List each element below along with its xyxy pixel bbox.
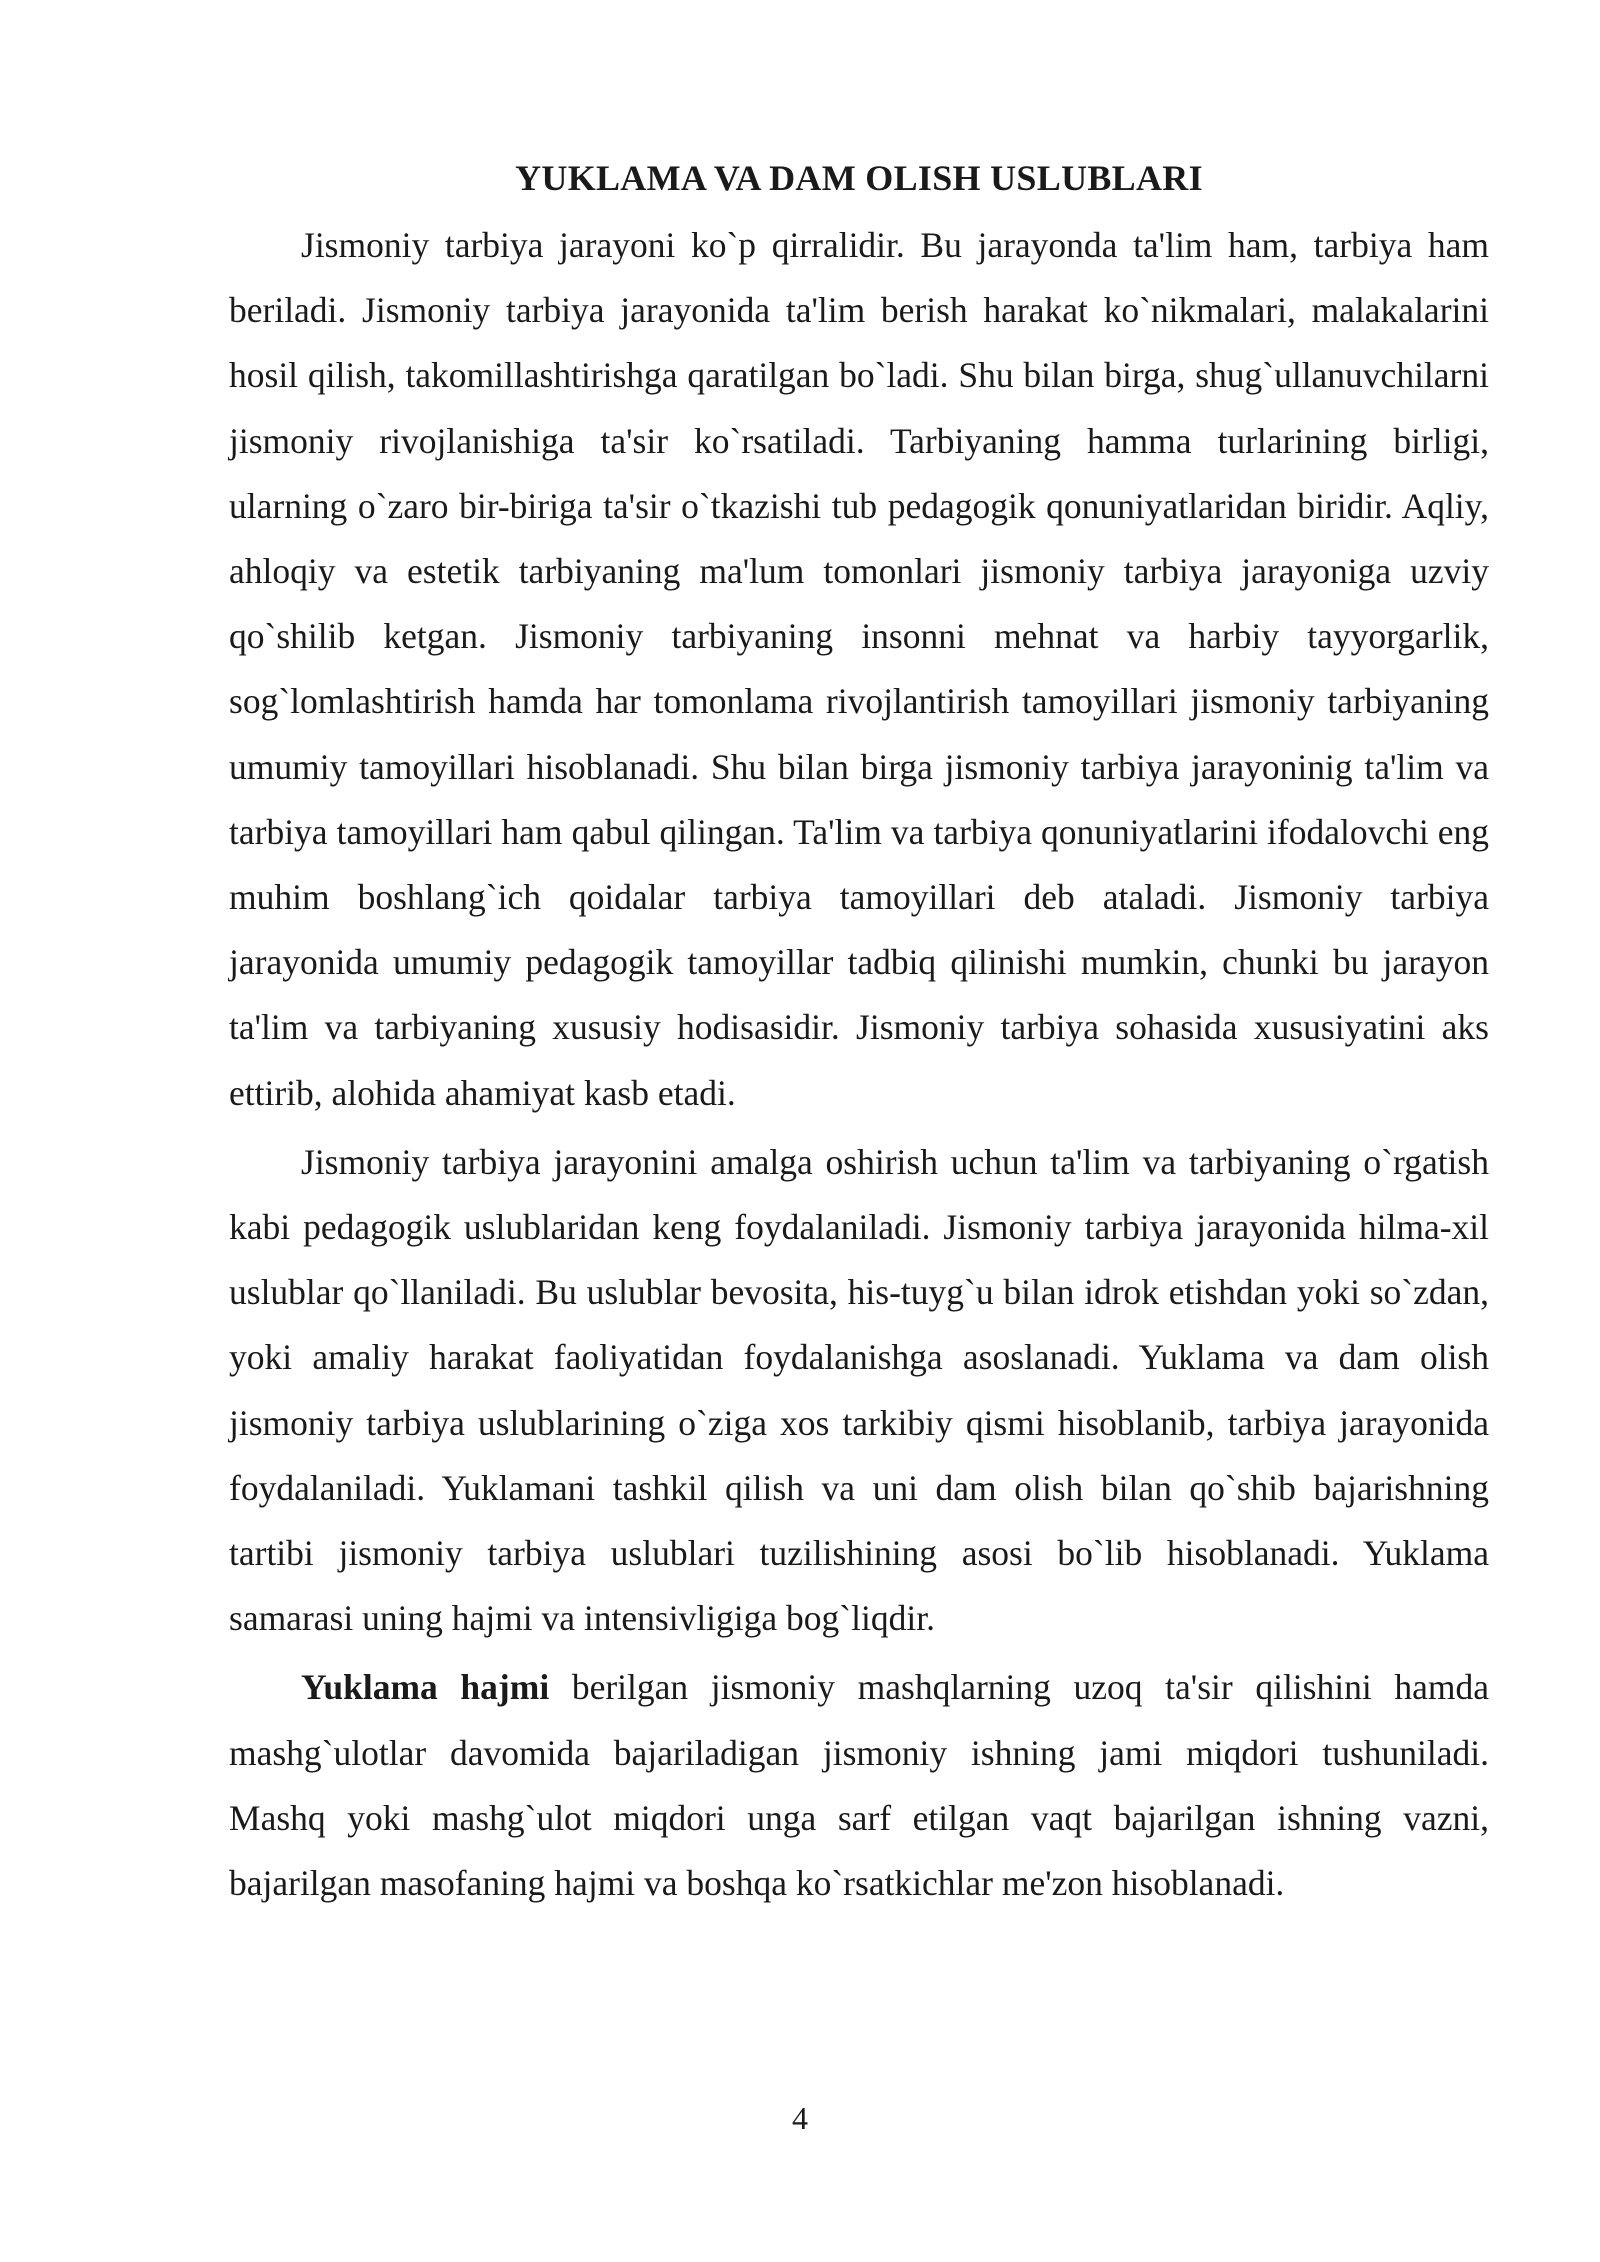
paragraph-3-text: berilgan jismoniy mashqlarning uzoq ta'sir qilishini hamda mashg`ulotlar davomida bajariladigan jismoniy ishning jami miqdori tushuniladi. Mashq yoki mashg`ulot miqdori unga sarf etilgan vaqt bajarilgan ishning vazni, bajarilgan masofaning hajmi va boshqa ko`rsatkichlar me'zon hisoblanadi. <box>229 1667 1489 1904</box>
page-number: 4 <box>792 2100 808 2136</box>
paragraph-1: Jismoniy tarbiya jarayoni ko`p qirralidir. Bu jarayonda ta'lim ham, tarbiya ham beriladi. Jismoniy tarbiya jarayonida ta'lim berish harakat ko`nikmalari, malakalarini hosil qilish, takomillashtirishga qaratilgan bo`ladi. Shu bilan birga, shug`ullanuvchilarni jismoniy rivojlanishiga ta'sir ko`rsatiladi. Tarbiyaning hamma turlarining birligi, ularning o`zaro bir-biriga ta'sir o`tkazishi tub pedagogik qonuniyatlaridan biridir. Aqliy, ahloqiy va estetik tarbiyaning ma'lum tomonlari jismoniy tarbiya jarayoniga uzviy qo`shilib ketgan. Jismoniy tarbiyaning insonni mehnat va harbiy tayyorgarlik, sog`lomlashtirish hamda har tomonlama rivojlantirish tamoyillari jismoniy tarbiyaning umumiy tamoyillari hisoblanadi. Shu bilan birga jismoniy tarbiya jarayoninig ta'lim va tarbiya tamoyillari ham qabul qilingan. Ta'lim va tarbiya qonuniyatlarini ifodalovchi eng muhim boshlang`ich qoidalar tarbiya tamoyillari deb ataladi. Jismoniy tarbiya jarayonida umumiy pedagogik tamoyillar tadbiq qilinishi mumkin, chunki bu jarayon ta'lim va tarbiyaning xususiy hodisasidir. Jismoniy tarbiya sohasida xususiyatini aks ettirib, alohida ahamiyat kasb etadi. <box>229 225 1489 1113</box>
paragraph-2: Jismoniy tarbiya jarayonini amalga oshirish uchun ta'lim va tarbiyaning o`rgatish kabi pedagogik uslublaridan keng foydalaniladi. Jismoniy tarbiya jarayonida hilma-xil uslublar qo`llaniladi. Bu uslublar bevosita, his-tuyg`u bilan idrok etishdan yoki so`zdan, yoki amaliy harakat faoliyatidan foydalanishga asoslanadi. Yuklama va dam olish jismoniy tarbiya uslublarining o`ziga xos tarkibiy qismi hisoblanib, tarbiya jarayonida foydalaniladi. Yuklamani tashkil qilish va uni dam olish bilan qo`shib bajarishning tartibi jismoniy tarbiya uslublari tuzilishining asosi bo`lib hisoblanadi. Yuklama samarasi uning hajmi va intensivligiga bog`liqdir. <box>229 1141 1489 1639</box>
document-title: YUKLAMA VA DAM OLISH USLUBLARI <box>515 158 1203 198</box>
term-yuklama-hajmi: Yuklama hajmi <box>301 1667 550 1708</box>
paragraph-3 <box>229 1655 1489 1916</box>
document-page <box>229 148 1489 1916</box>
